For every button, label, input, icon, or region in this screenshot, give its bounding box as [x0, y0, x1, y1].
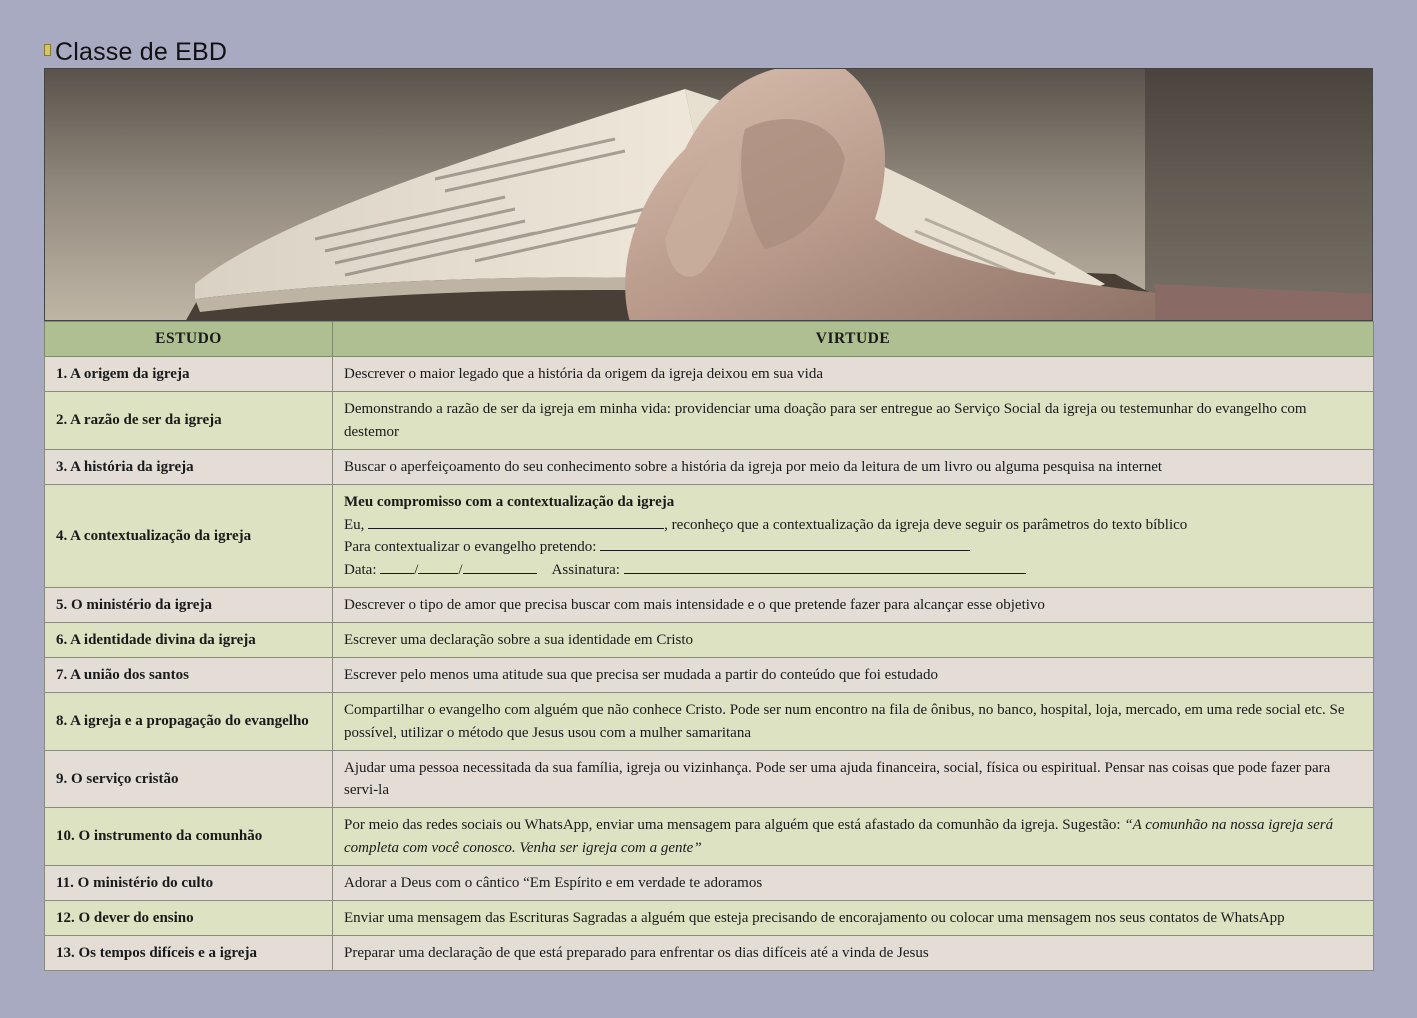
table-row: [45, 751, 1374, 808]
table-row: [45, 357, 1374, 392]
virtue-cell: Preparar uma declaração de que está preparado para enfrentar os dias difíceis até a vinda de Jesus: [333, 936, 1374, 971]
study-cell: 3. A história da igreja: [45, 450, 333, 485]
date-year-blank: [463, 559, 537, 574]
commitment-line-name: [344, 514, 1362, 537]
virtue-cell: Descrever o tipo de amor que precisa buscar com mais intensidade e o que pretende fazer para alcançar esse objetivo: [333, 588, 1374, 623]
table-row: [45, 901, 1374, 936]
study-cell: 11. O ministério do culto: [45, 866, 333, 901]
page-title: Classe de EBD: [55, 37, 228, 66]
virtue-cell: Adorar a Deus com o cântico “Em Espírito e em verdade te adoramos: [333, 866, 1374, 901]
virtue-cell: Ajudar uma pessoa necessitada da sua família, igreja ou vizinhança. Pode ser uma ajuda financeira, social, física ou espiritual. Pensar nas coisas que pode fazer para servi-la: [333, 751, 1374, 808]
commitment-title: Meu compromisso com a contextualização da igreja: [344, 494, 675, 510]
header-virtue: VIRTUDE: [333, 322, 1374, 357]
virtue-text: Por meio das redes sociais ou WhatsApp, enviar uma mensagem para alguém que está afastado da comunhão da igreja. Sugestão:: [344, 817, 1125, 833]
virtue-cell: Escrever uma declaração sobre a sua identidade em Cristo: [333, 623, 1374, 658]
commitment-line-pretend: [344, 536, 1362, 559]
commitment-eu-label: Eu,: [344, 516, 369, 533]
commitment-pretend-label: Para contextualizar o evangelho pretendo:: [344, 539, 601, 555]
study-cell: 2. A razão de ser da igreja: [45, 392, 333, 450]
table-row: [45, 623, 1374, 658]
table-row: [45, 588, 1374, 623]
date-day-blank: [380, 559, 414, 574]
table-row: [45, 485, 1374, 588]
study-cell: 6. A identidade divina da igreja: [45, 623, 333, 658]
study-cell: 4. A contextualização da igreja: [45, 485, 333, 588]
header-study: ESTUDO: [45, 322, 333, 357]
study-cell: 5. O ministério da igreja: [45, 588, 333, 623]
page-header: [44, 36, 227, 68]
header-photo-praying-hands-bible: [44, 68, 1373, 321]
virtue-cell: [333, 808, 1374, 866]
virtue-suggestion-quote: “A comunhão na nossa igreja será completa com você conosco. Venha ser igreja com a gente”: [344, 817, 1334, 856]
table-row: [45, 392, 1374, 450]
study-cell: 13. Os tempos difíceis e a igreja: [45, 936, 333, 971]
table-row: [45, 936, 1374, 971]
date-month-blank: [418, 559, 458, 574]
date-slash: /: [458, 561, 463, 578]
table-row: [45, 693, 1374, 751]
signature-blank-line: [624, 559, 1026, 574]
praying-hands-bible-illustration: [45, 69, 1373, 321]
table-header-row: [45, 322, 1374, 357]
virtue-cell: Escrever pelo menos uma atitude sua que precisa ser mudada a partir do conteúdo que foi estudado: [333, 658, 1374, 693]
virtue-cell: Compartilhar o evangelho com alguém que não conhece Cristo. Pode ser num encontro na fila de ônibus, no banco, hospital, loja, mercado, em uma rede social etc. Se possível, utilizar o método que Jesus usou com a mulher samaritana: [333, 693, 1374, 751]
commitment-line-date: [344, 559, 1362, 582]
table-row: [45, 658, 1374, 693]
name-blank-line: [368, 514, 664, 529]
virtue-cell: Demonstrando a razão de ser da igreja em minha vida: providenciar uma doação para ser entregue ao Serviço Social da igreja ou testemunhar do evangelho com destemor: [333, 392, 1374, 450]
table-row: [45, 808, 1374, 866]
study-cell: 1. A origem da igreja: [45, 357, 333, 392]
signature-label: Assinatura:: [551, 561, 624, 578]
pretend-blank-line: [600, 536, 970, 551]
virtue-cell: Buscar o aperfeiçoamento do seu conhecimento sobre a história da igreja por meio da leitura de um livro ou alguma pesquisa na internet: [333, 450, 1374, 485]
commitment-cell: [333, 485, 1374, 588]
study-virtue-table: [44, 321, 1374, 971]
title-marker-icon: [44, 44, 51, 56]
table-row: [45, 450, 1374, 485]
virtue-cell: Descrever o maior legado que a história da origem da igreja deixou em sua vida: [333, 357, 1374, 392]
table-row: [45, 866, 1374, 901]
commitment-recognize-text: , reconheço que a contextualização da igreja deve seguir os parâmetros do texto bíblico: [664, 516, 1188, 533]
study-cell: 9. O serviço cristão: [45, 751, 333, 808]
study-cell: 10. O instrumento da comunhão: [45, 808, 333, 866]
study-cell: 8. A igreja e a propagação do evangelho: [45, 693, 333, 751]
date-slash: /: [414, 561, 419, 578]
virtue-cell: Enviar uma mensagem das Escrituras Sagradas a alguém que esteja precisando de encorajamento ou colocar uma mensagem nos seus contatos de WhatsApp: [333, 901, 1374, 936]
date-label: Data:: [344, 561, 381, 578]
study-cell: 7. A união dos santos: [45, 658, 333, 693]
study-cell: 12. O dever do ensino: [45, 901, 333, 936]
